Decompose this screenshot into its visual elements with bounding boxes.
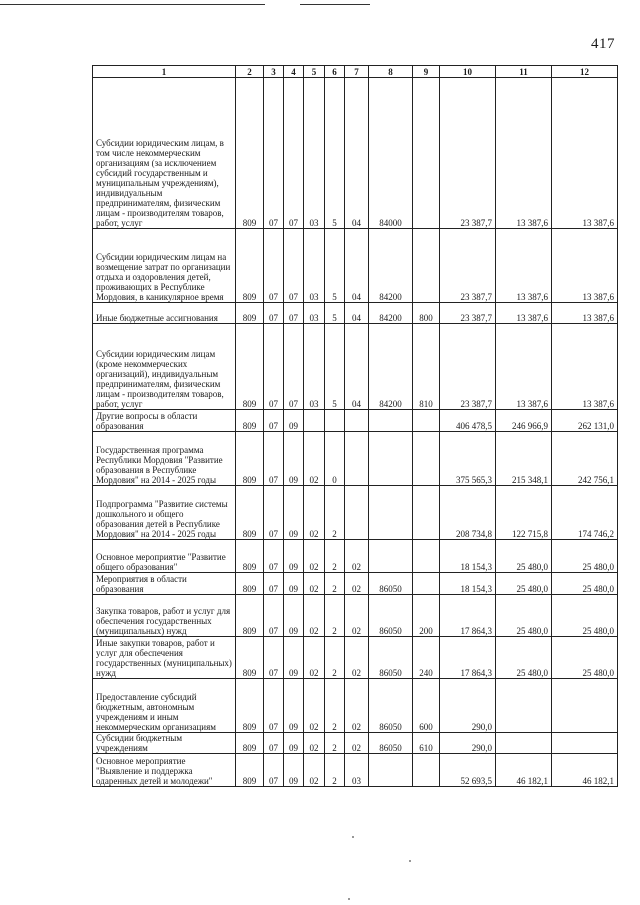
code-cell: 240: [413, 637, 440, 679]
code-cell: 07: [264, 324, 284, 410]
code-cell: 02: [304, 540, 325, 573]
code-cell: 84200: [369, 303, 413, 324]
code-cell: 09: [284, 540, 304, 573]
code-cell: [369, 540, 413, 573]
scan-speck: [348, 898, 350, 900]
table-row: [93, 303, 618, 324]
top-edge-rule: [0, 4, 265, 5]
code-cell: 86050: [369, 679, 413, 733]
row-name-cell: Закупка товаров, работ и услуг для обеспечения государственных (муниципальных) нужд: [93, 595, 236, 637]
code-cell: 809: [236, 595, 264, 637]
row-name-cell: Подпрограмма "Развитие системы дошкольного и общего образования детей в Республике Мордовия" на 2014 - 2025 годы: [93, 486, 236, 540]
amount-cell: 13 387,6: [552, 229, 618, 303]
code-cell: 03: [304, 324, 325, 410]
amount-cell: 46 182,1: [552, 754, 618, 787]
amount-cell: 23 387,7: [440, 78, 496, 229]
amount-cell: 13 387,6: [496, 229, 552, 303]
code-cell: 2: [325, 486, 345, 540]
code-cell: 810: [413, 324, 440, 410]
code-cell: 02: [345, 573, 369, 595]
code-cell: 02: [345, 679, 369, 733]
code-cell: [304, 410, 325, 432]
amount-cell: 23 387,7: [440, 229, 496, 303]
code-cell: 02: [345, 540, 369, 573]
code-cell: [345, 486, 369, 540]
table-row: [93, 573, 618, 595]
amount-cell: 215 348,1: [496, 432, 552, 486]
amount-cell: 25 480,0: [552, 637, 618, 679]
code-cell: 07: [264, 733, 284, 754]
code-cell: 84200: [369, 324, 413, 410]
code-cell: 5: [325, 78, 345, 229]
amount-cell: 290,0: [440, 733, 496, 754]
row-name-cell: Субсидии юридическим лицам (кроме некоммерческих организаций), индивидуальным предпринимателям, физическим лицам - производителям товаров, работ, услуг: [93, 324, 236, 410]
column-header: 10: [440, 66, 496, 78]
code-cell: [413, 229, 440, 303]
amount-cell: 13 387,6: [552, 324, 618, 410]
code-cell: 2: [325, 733, 345, 754]
code-cell: 04: [345, 303, 369, 324]
code-cell: 02: [304, 595, 325, 637]
code-cell: 09: [284, 733, 304, 754]
row-name-cell: Основное мероприятие "Развитие общего образования": [93, 540, 236, 573]
column-header: 11: [496, 66, 552, 78]
code-cell: 07: [264, 410, 284, 432]
code-cell: 86050: [369, 595, 413, 637]
scan-speck: [352, 836, 354, 838]
amount-cell: 13 387,6: [552, 303, 618, 324]
table-row: [93, 679, 618, 733]
code-cell: 809: [236, 540, 264, 573]
code-cell: 2: [325, 637, 345, 679]
table-row: [93, 540, 618, 573]
header-row: [93, 66, 618, 78]
table-row: [93, 432, 618, 486]
row-name-cell: Иные закупки товаров, работ и услуг для обеспечения государственных (муниципальных) нужд: [93, 637, 236, 679]
row-name-cell: Субсидии бюджетным учреждениям: [93, 733, 236, 754]
code-cell: 02: [304, 754, 325, 787]
code-cell: 07: [264, 573, 284, 595]
code-cell: 02: [304, 733, 325, 754]
amount-cell: 13 387,6: [496, 78, 552, 229]
code-cell: [325, 410, 345, 432]
code-cell: 09: [284, 754, 304, 787]
code-cell: 02: [345, 595, 369, 637]
code-cell: 09: [284, 486, 304, 540]
code-cell: 02: [345, 733, 369, 754]
row-name-cell: Субсидии юридическим лицам на возмещение затрат по организации отдыха и оздоровления детей, проживающих в Республике Мордовия, в каникулярное время: [93, 229, 236, 303]
column-header: 2: [236, 66, 264, 78]
row-name-cell: Субсидии юридическим лицам, в том числе некоммерческим организациям (за исключением субсидий государственным и муниципальным учреждениям), индивидуальным предпринимателям, физическим лицам - производителям товаров, работ, услуг: [93, 78, 236, 229]
column-header: 8: [369, 66, 413, 78]
column-header: 9: [413, 66, 440, 78]
column-header: 4: [284, 66, 304, 78]
code-cell: [345, 410, 369, 432]
code-cell: 07: [264, 229, 284, 303]
code-cell: 02: [304, 679, 325, 733]
column-header: 5: [304, 66, 325, 78]
code-cell: 07: [284, 324, 304, 410]
amount-cell: [496, 733, 552, 754]
code-cell: 86050: [369, 573, 413, 595]
code-cell: 610: [413, 733, 440, 754]
code-cell: 04: [345, 78, 369, 229]
code-cell: [369, 486, 413, 540]
amount-cell: 18 154,3: [440, 573, 496, 595]
column-header: 12: [552, 66, 618, 78]
code-cell: 84200: [369, 229, 413, 303]
amount-cell: 122 715,8: [496, 486, 552, 540]
table-row: [93, 733, 618, 754]
scan-speck: [409, 860, 411, 862]
code-cell: 02: [304, 432, 325, 486]
code-cell: 02: [304, 637, 325, 679]
code-cell: 5: [325, 229, 345, 303]
code-cell: 03: [304, 229, 325, 303]
amount-cell: 17 864,3: [440, 595, 496, 637]
amount-cell: 242 756,1: [552, 432, 618, 486]
code-cell: 07: [264, 754, 284, 787]
table-body: [93, 78, 618, 787]
code-cell: 2: [325, 540, 345, 573]
code-cell: 86050: [369, 637, 413, 679]
code-cell: 03: [304, 303, 325, 324]
code-cell: 07: [284, 303, 304, 324]
code-cell: 800: [413, 303, 440, 324]
row-name-cell: Основное мероприятие "Выявление и поддержка одаренных детей и молодежи": [93, 754, 236, 787]
table-row: [93, 410, 618, 432]
code-cell: 09: [284, 410, 304, 432]
column-header: 6: [325, 66, 345, 78]
code-cell: 09: [284, 573, 304, 595]
code-cell: 09: [284, 595, 304, 637]
code-cell: [369, 432, 413, 486]
table-row: [93, 324, 618, 410]
amount-cell: [552, 733, 618, 754]
code-cell: 07: [264, 432, 284, 486]
amount-cell: 13 387,6: [552, 78, 618, 229]
amount-cell: 25 480,0: [496, 637, 552, 679]
code-cell: [413, 486, 440, 540]
table-row: [93, 229, 618, 303]
code-cell: [345, 432, 369, 486]
code-cell: 84000: [369, 78, 413, 229]
code-cell: 07: [264, 486, 284, 540]
row-name-cell: Мероприятия в области образования: [93, 573, 236, 595]
code-cell: 809: [236, 410, 264, 432]
top-edge-rule-short: [300, 4, 370, 5]
table-row: [93, 637, 618, 679]
code-cell: 03: [345, 754, 369, 787]
code-cell: 200: [413, 595, 440, 637]
column-header: 1: [93, 66, 236, 78]
code-cell: 809: [236, 573, 264, 595]
code-cell: 07: [264, 540, 284, 573]
code-cell: 809: [236, 229, 264, 303]
code-cell: 07: [284, 229, 304, 303]
code-cell: 809: [236, 733, 264, 754]
table-row: [93, 595, 618, 637]
code-cell: 07: [264, 637, 284, 679]
code-cell: 5: [325, 324, 345, 410]
code-cell: [413, 78, 440, 229]
code-cell: 02: [304, 486, 325, 540]
table-row: [93, 78, 618, 229]
row-name-cell: Государственная программа Республики Мордовия "Развитие образования в Республике Мордовия" на 2014 - 2025 годы: [93, 432, 236, 486]
column-header: 7: [345, 66, 369, 78]
amount-cell: 25 480,0: [552, 595, 618, 637]
amount-cell: 13 387,6: [496, 303, 552, 324]
row-name-cell: Иные бюджетные ассигнования: [93, 303, 236, 324]
code-cell: 2: [325, 754, 345, 787]
amount-cell: 246 966,9: [496, 410, 552, 432]
amount-cell: 25 480,0: [552, 540, 618, 573]
code-cell: 2: [325, 573, 345, 595]
amount-cell: 174 746,2: [552, 486, 618, 540]
amount-cell: [552, 679, 618, 733]
amount-cell: 25 480,0: [496, 540, 552, 573]
code-cell: 809: [236, 78, 264, 229]
table-row: [93, 486, 618, 540]
row-name-cell: Предоставление субсидий бюджетным, автономным учреждениям и иным некоммерческим организациям: [93, 679, 236, 733]
amount-cell: 262 131,0: [552, 410, 618, 432]
amount-cell: 23 387,7: [440, 324, 496, 410]
code-cell: 0: [325, 432, 345, 486]
code-cell: 07: [264, 78, 284, 229]
code-cell: 04: [345, 324, 369, 410]
code-cell: 09: [284, 432, 304, 486]
amount-cell: 46 182,1: [496, 754, 552, 787]
amount-cell: 375 565,3: [440, 432, 496, 486]
amount-cell: 25 480,0: [496, 573, 552, 595]
column-header: 3: [264, 66, 284, 78]
code-cell: 86050: [369, 733, 413, 754]
code-cell: 03: [304, 78, 325, 229]
amount-cell: 25 480,0: [496, 595, 552, 637]
code-cell: 809: [236, 432, 264, 486]
code-cell: [369, 754, 413, 787]
amount-cell: 25 480,0: [552, 573, 618, 595]
table-row: [93, 754, 618, 787]
code-cell: 02: [345, 637, 369, 679]
amount-cell: [496, 679, 552, 733]
code-cell: [413, 573, 440, 595]
code-cell: 04: [345, 229, 369, 303]
amount-cell: 208 734,8: [440, 486, 496, 540]
code-cell: 07: [264, 679, 284, 733]
code-cell: [413, 432, 440, 486]
code-cell: [369, 410, 413, 432]
budget-table: [92, 65, 618, 787]
amount-cell: 52 693,5: [440, 754, 496, 787]
amount-cell: 17 864,3: [440, 637, 496, 679]
code-cell: 809: [236, 679, 264, 733]
amount-cell: 406 478,5: [440, 410, 496, 432]
code-cell: [413, 754, 440, 787]
code-cell: [413, 540, 440, 573]
code-cell: 07: [264, 303, 284, 324]
code-cell: 809: [236, 637, 264, 679]
code-cell: 09: [284, 637, 304, 679]
code-cell: 600: [413, 679, 440, 733]
code-cell: 07: [264, 595, 284, 637]
code-cell: 809: [236, 486, 264, 540]
code-cell: 809: [236, 303, 264, 324]
code-cell: 2: [325, 595, 345, 637]
code-cell: 809: [236, 754, 264, 787]
code-cell: [413, 410, 440, 432]
amount-cell: 18 154,3: [440, 540, 496, 573]
code-cell: 809: [236, 324, 264, 410]
row-name-cell: Другие вопросы в области образования: [93, 410, 236, 432]
amount-cell: 23 387,7: [440, 303, 496, 324]
amount-cell: 290,0: [440, 679, 496, 733]
code-cell: 09: [284, 679, 304, 733]
amount-cell: 13 387,6: [496, 324, 552, 410]
code-cell: 2: [325, 679, 345, 733]
code-cell: 5: [325, 303, 345, 324]
code-cell: 07: [284, 78, 304, 229]
page-number: 417: [591, 36, 615, 52]
code-cell: 02: [304, 573, 325, 595]
